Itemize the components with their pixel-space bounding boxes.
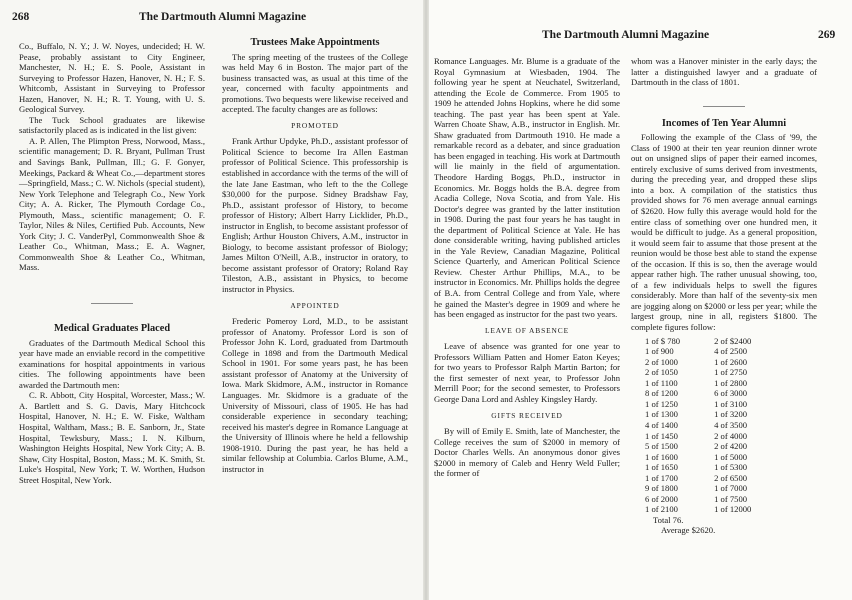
incomes-heading: Incomes of Ten Year Alumni (661, 117, 787, 129)
trustees-heading: Trustees Make Appointments (250, 37, 380, 48)
left-column-2 (222, 38, 408, 474)
table-cell: 1 of 3200 (714, 409, 748, 420)
table-row (645, 346, 759, 357)
leave-text: Leave of absence was granted for one year to Professors William Patten and Homer Eaton Keyes; for two years to Professor Ralph Martin Barton; for the first semester of next year, to Professor John Merrill Poor; for the second semester, to Professors George Dana Lord and Ashley Kingsley Hardy. (434, 341, 620, 404)
table-row (645, 367, 759, 378)
income-figures-table (645, 336, 759, 515)
table-cell: 1 of 2100 (645, 504, 678, 515)
table-row (645, 388, 759, 399)
table-cell: 4 of 3500 (714, 419, 748, 430)
table-cell: 2 of 6500 (714, 472, 748, 483)
table-cell: 2 of 1050 (645, 367, 678, 378)
book-gutter (423, 0, 429, 600)
blume-text: Romance Languages. Mr. Blume is a graduate of the Royal Gymnasium at Wiesbaden, 1904. The following year he spent at Neuchatel, Switzerland, attending the Ecole de Commerce. From 1905 to 1909 he attended Johns Hopkins, where he did some teaching. The past year has been spent at Yale. Warren Choate Shaw, A.B., instructor in English. Mr. Shaw graduated from Dartmouth 1910. He made a remarkable record as a debater, and since graduation has been engaged in teaching. His work at Dartmouth will lie mainly in the field of argumentation. Theodore Harding Boggs, Ph.D., instructor in Economics. Mr. Boggs holds the B.A. degree from Acadia College, Nova Scotia, and from Yale. His Doctor's degree was granted by the latter institution in 1908. During the past four years he has taught in the department of Political Science at Yale. He has done considerable writing, having published articles in the Yale Review, Canadian Magazine, Political Science Quarterly, and American Political Science Review. Chester Arthur Phillips, M.A., to be instructor in Economics. Mr. Phillips holds the degree of B.A. from Central College and from Yale, where he gained the Master's degree in 1909 and where he has been engaged as instructor for the past two years. (434, 56, 620, 320)
table-row (645, 336, 759, 347)
tuck-intro: The Tuck School graduates are likewise satisfactorily placed as is indicated in the list given: (19, 114, 205, 136)
table-cell: 1 of 5000 (714, 451, 748, 462)
table-cell: 5 of 1500 (645, 441, 678, 452)
table-cell: 1 of 5300 (714, 462, 748, 473)
right-page (426, 0, 852, 600)
table-cell: 1 of 1650 (645, 462, 678, 473)
incomes-text: Following the example of the Class of '99, the Class of 1900 at their ten year reunion dinner wrote out on unsigned slips of paper their earned incomes, entirely exclusive of sums derived from investments, during the preceding year, and dropped these slips into a box. A compilation of the statistics thus provided shows for 76 men average annual earnings of $2620. How fully this average would hold for the entire class of something over one hundred men, it would be difficult to judge. As a general proposition, it would seem fair to assume that those present at the reunion would be those best able to stand the expense of the occasion. If this is so, then the average would appear rather high. The rather unusual showing, too, of a few individuals helps to swell the figures considerably. More than half of the seventy-six men are jogging along on $2000 or less per year; while the largest group, nine in all, registers $1800. The complete figures follow: (631, 132, 817, 333)
table-row (645, 483, 759, 494)
table-row (645, 409, 759, 420)
table-cell: 2 of 1000 (645, 356, 678, 367)
table-cell: 1 of 3100 (714, 398, 748, 409)
table-cell: 1 of 1300 (645, 409, 678, 420)
table-cell: 1 of 7000 (714, 483, 748, 494)
leave-subheading: LEAVE OF ABSENCE (484, 325, 570, 335)
table-cell: 4 of 2500 (714, 346, 748, 357)
gifts-text: By will of Emily E. Smith, late of Manchester, the College receives the sum of $2000 in memory of Doctor Charles Wells. An anonymous donor gives $2000 in memory of Caleb and Henry Weld Fuller; the former of (434, 426, 620, 479)
table-cell: 1 of 12000 (714, 504, 752, 515)
table-row (645, 420, 759, 431)
table-cell: 2 of 4200 (714, 441, 748, 452)
table-cell: 2 of $2400 (714, 335, 752, 346)
table-row (645, 473, 759, 484)
right-column-1 (434, 56, 620, 479)
table-cell: 1 of 1100 (645, 377, 678, 388)
table-row (645, 494, 759, 505)
gifts-subheading: GIFTS RECEIVED (491, 410, 563, 420)
medical-heading: Medical Graduates Placed (53, 323, 171, 335)
table-cell: 4 of 1400 (645, 419, 678, 430)
table-cell: 1 of 2750 (714, 367, 748, 378)
table-cell: 1 of $ 780 (645, 335, 681, 346)
table-row (645, 504, 759, 515)
income-average: Average $2620. (661, 525, 716, 536)
running-head-left: The Dartmouth Alumni Magazine (139, 11, 307, 23)
table-cell: 1 of 900 (645, 346, 674, 357)
table-cell: 1 of 1250 (645, 398, 678, 409)
table-row (645, 357, 759, 368)
gifts-continued: whom was a Hanover minister in the early days; the latter a distinguished lawyer and a graduate of Dartmouth in the class of 1801. (631, 56, 817, 88)
table-row (645, 462, 759, 473)
appointed-subheading: APPOINTED (290, 300, 340, 310)
table-row (645, 452, 759, 463)
table-row (645, 441, 759, 452)
medical-list: C. R. Abbott, City Hospital, Worcester, Mass.; W. A. Bartlett and S. G. Davis, Mary Hitchcock Hospital, Hanover, N. H.; E. W. Fiske, Waltham Hospital, Waltham, Mass.; B. E. Sanborn, Jr., State Hospital, Tewksbury, Mass.; I. N. Kilburn, Washington Heights Hospital, New York City; A. B. Shaw, City Hospital, Boston, Mass.; M. K. Smith, St. Luke's Hospital, New York; T. W. Worthen, Hudson Street Hospital, New York. (19, 390, 205, 485)
section-divider (703, 106, 745, 107)
income-total: Total 76. (653, 514, 684, 525)
table-cell: 1 of 7500 (714, 493, 748, 504)
promoted-text: Frank Arthur Updyke, Ph.D., assistant professor of Political Science to become Ira Allen Eastman professor of Political Science. This professorship is established in accordance with the terms of the will of the late Jane Eastman, who left to the the College $30,000 for the purpose. Sidney Bradshaw Fay, Ph.D., assistant professor of History, to become professor of History; Albert Harry Licklider, Ph.D., instructor in English, to become assistant professor of English; Arthur Houston Chivers, A.M., instructor in Biology, to become assistant professor of Biology; James Milton O'Neill, A.B., instructor in oratory, to become assistant professor of Oratory; Roland Ray Tileston, A.B., assistant in Physics, to become instructor in Physics. (222, 136, 408, 295)
table-cell: 9 of 1800 (645, 483, 678, 494)
table-cell: 1 of 1600 (645, 451, 678, 462)
section-divider (91, 303, 133, 304)
table-row (645, 378, 759, 389)
table-row (645, 431, 759, 442)
income-totals (631, 515, 817, 536)
table-cell: 6 of 3000 (714, 388, 748, 399)
running-head-right: The Dartmouth Alumni Magazine (542, 29, 710, 41)
table-cell: 1 of 2600 (714, 356, 748, 367)
engineering-list-continued: Co., Buffalo, N. Y.; J. W. Noyes, undecided; H. W. Pease, probably assistant to City Engineer, Manchester, N. H.; E. S. Poole, Assistant in Surveying to Professor Hazen, Hanover, N. H.; F. S. Whitcomb, Assistant in Surveying to Professor Hazen, Hanover, N. H.; R. T. Young, with U. S. Geological Survey. (19, 41, 205, 115)
table-cell: 1 of 1450 (645, 430, 678, 441)
page-number-right: 269 (818, 29, 836, 41)
table-cell: 1 of 2800 (714, 377, 748, 388)
table-cell: 2 of 4000 (714, 430, 748, 441)
table-cell: 8 of 1200 (645, 388, 678, 399)
left-column-1 (19, 41, 205, 485)
table-row (645, 399, 759, 410)
tuck-list: A. P. Allen, The Plimpton Press, Norwood, Mass., scientific management; D. R. Bryant, Pullman Trust and Savings Bank, Pullman, Ill.; G. F. Gonyer, Meekings, Packard & Wheat Co.,—department stores—Springfield, Mass.; C. W. Nichols (special student), New York Telephone and Telegraph Co., New York City; A. A. Ricker, The Plymouth Cordage Co., Plymouth, Mass., scientific management; O. F. Taylor, Niles & Niles, Certified Pub. Accounts, New York City; J. C. VanderPyl, Commonwealth Shoe & Leather Co., Whitman, Mass.; E. A. Wagner, Commonwealth Shoe & Leather Co., Whitman, Mass. (19, 135, 205, 273)
table-cell: 6 of 2000 (645, 493, 678, 504)
table-cell: 1 of 1700 (645, 472, 678, 483)
promoted-subheading: PROMOTED (291, 120, 339, 130)
trustees-intro: The spring meeting of the trustees of the College was held May 6 in Boston. The major part of the business transacted was, as usual at this time of the year, concerned with faculty appointments and promotions. Two bequests were likewise received and accepted. The faculty changes are as follows: (222, 51, 408, 115)
page-number-left: 268 (12, 11, 30, 23)
appointed-text: Frederic Pomeroy Lord, M.D., to be assistant professor of Anatomy. Professor Lord is son of Professor John K. Lord, graduated from Dartmouth College in 1898 and from the Dartmouth Medical School in 1901. For some years past, he has been assistant professor of Anatomy at the University of Iowa. Mark Skidmore, A.M., instructor in Romance Languages. Mr. Skidmore is a graduate of the University of Missouri, class of 1905. He has had considerable experience in secondary teaching; received his master's degree in Romance Language at the University of Illinois where he held a fellowship 1908-1910. During the past year, he has held a similar fellowship at Columbia. Carlos Blume, A.M., instructor in (222, 316, 408, 474)
medical-text: Graduates of the Dartmouth Medical School this year have made an enviable record in the competitive examinations for hospital appointments in various cities. The following appointments have been awarded the Dartmouth men: (19, 337, 205, 390)
right-column-2 (631, 56, 817, 536)
